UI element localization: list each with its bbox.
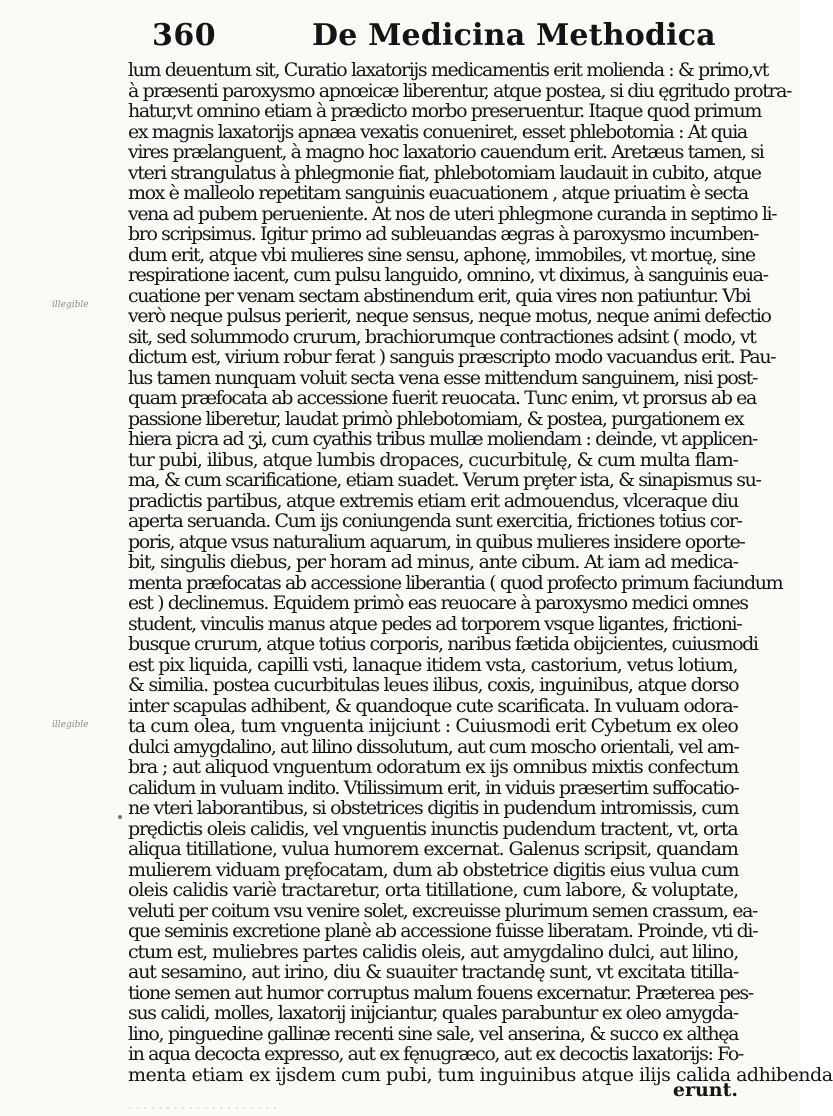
text-line: tione semen aut humor corruptus malum fouens excernatur. Præterea pes-: [128, 981, 753, 1004]
page-number: 360: [152, 18, 217, 53]
body-text: [128, 59, 833, 1086]
text-line: dulci amygdalino, aut lilino dissolutum, aut cum moscho orientali, vel am-: [128, 735, 739, 758]
text-line: bit, singulis diebus, per horam ad minus, ante cibum. At iam ad medica-: [128, 551, 738, 573]
text-line: busque crurum, atque totius corporis, naribus fætida obijcientes, cuiusmodi: [128, 633, 758, 655]
text-line: aut sesamino, aut irino, diu & suauiter tractandę sunt, vt excitata titilla-: [128, 961, 739, 983]
text-line: oleis calidis variè tractaretur, orta titillatione, cum labore, & voluptate,: [128, 879, 739, 901]
text-line: lus tamen nunquam voluit secta vena esse mittendum sanguinem, nisi post-: [128, 366, 758, 389]
text-line: aliqua titillatione, vulua humorem excernat. Galenus scripsit, quandam: [128, 838, 738, 860]
text-line: menta præfocatas ab accessione liberantia ( quod profecto primum faciundum: [128, 571, 783, 594]
text-line: dum erit, atque vbi mulieres sine sensu, aphonę, immobiles, vt mortuę, sine: [128, 243, 755, 266]
text-line: ex magnis laxatorijs apnæa vexatis conueniret, esset phlebotomia : At quia: [128, 120, 747, 143]
catchword: erunt.: [672, 1079, 738, 1101]
margin-note: illegible: [52, 300, 89, 310]
text-line: hiera picra ad ʒi, cum cyathis tribus mullæ moliendam : deinde, vt applicen-: [128, 428, 758, 450]
text-line: ctum est, muliebres partes calidis oleis, aut amygdalino dulci, aut lilino,: [128, 940, 739, 963]
text-line: vena ad pubem perueniente. At nos de uteri phlegmone curanda in septimo li-: [128, 202, 777, 225]
text-line: dictum est, virium robur ferat ) sanguis præscripto modo vacuandus erit. Pau-: [128, 346, 776, 368]
text-line: lino, pinguedine gallinæ recenti sine sale, vel anserina, & succo ex althęa: [128, 1022, 739, 1045]
text-line: quam præfocata ab accessione fuerit reuocata. Tunc enim, vt prorsus ab ea: [128, 387, 756, 409]
text-line: respiratione iacent, cum pulsu languido, omnino, vt diximus, à sanguinis eua-: [128, 264, 768, 286]
text-line: bra ; aut aliquod vnguentum odoratum ex ijs omnibus mixtis confectum: [128, 756, 739, 778]
text-line: ma, & cum scarificatione, etiam suadet. Verum prȩter ista, & sinapismus su-: [128, 469, 761, 491]
text-line: student, vinculis manus atque pedes ad torporem vsque ligantes, frictioni-: [128, 612, 742, 635]
text-line: sus calidi, molles, laxatorij inijciantur, quales parabuntur ex oleo amygda-: [128, 1002, 738, 1024]
text-line: est pix liquida, capilli vsti, lanaque itidem vsta, castorium, vetus lotium,: [128, 653, 738, 676]
text-line: à præsenti paroxysmo apnœicæ liberentur, atque postea, si diu ęgritudo protra-: [128, 79, 792, 102]
text-line: & similia. postea cucurbitulas leues ilibus, coxis, inguinibus, atque dorso: [128, 674, 739, 696]
text-line: prędictis oleis calidis, vel vnguentis inunctis pudendum tractent, vt, orta: [128, 817, 738, 840]
bleed-through-text: · · · · · · · · · · · · · · · · · · · ·: [128, 1101, 277, 1115]
text-line: inter scapulas adhibent, & quandoque cute scarificata. In vuluam odora-: [128, 694, 738, 717]
text-line: hatur,vt omnino etiam à prædicto morbo preseruentur. Itaque quod primum: [128, 100, 761, 122]
text-line: bro scripsimus. Igitur primo ad subleuandas ægras à paroxysmo incumben-: [128, 223, 759, 245]
text-line: in aqua decocta expresso, aut ex fęnugræco, aut ex decoctis laxatorijs: Fo-: [128, 1043, 743, 1065]
text-line: est ) declinemus. Equidem primò eas reuocare à paroxysmo medici omnes: [128, 592, 748, 614]
text-line: sit, sed solummodo crurum, brachiorumque contractiones adsint ( modo, vt: [128, 325, 756, 348]
text-line: que seminis excretione planè ab accessione fuisse liberatam. Proinde, vti di-: [128, 920, 758, 942]
running-title: De Medicina Methodica: [312, 18, 716, 53]
text-line: vires prælanguent, à magno hoc laxatorio cauendum erit. Aretæus tamen, si: [128, 141, 764, 163]
text-line: mox è malleolo repetitam sanguinis euacuationem , atque priuatim è secta: [128, 182, 748, 204]
text-line: calidum in vuluam indito. Vtilissimum erit, in viduis præsertim suffocatio-: [128, 776, 739, 799]
text-line: poris, atque vsus naturalium aquarum, in quibus mulieres insidere oporte-: [128, 530, 745, 553]
text-line: veluti per coitum vsu venire solet, excreuisse plurimum semen crassum, ea-: [128, 899, 758, 922]
text-line: aperta seruanda. Cum ijs coniungenda sunt exercitia, frictiones totius cor-: [128, 510, 742, 532]
text-line: mulierem viduam pręfocatam, dum ab obstetrice digitis eius vulua cum: [128, 858, 739, 881]
page-header: [152, 18, 742, 58]
margin-note: illegible: [52, 720, 89, 730]
text-line: lum deuentum sit, Curatio laxatorijs medicamentis erit molienda : & primo,vt: [128, 59, 769, 81]
text-line: cuatione per venam sectam abstinendum erit, quia vires non patiuntur. Vbi: [128, 284, 751, 307]
text-line: pradictis partibus, atque extremis etiam erit admouendus, vlceraque diu: [128, 489, 738, 512]
text-line: ta cum olea, tum vnguenta inijciunt : Cuiusmodi erit Cybetum ex oleo: [128, 715, 738, 737]
text-line: verò neque pulsus perierit, neque sensus, neque motus, neque animi defectio: [128, 305, 771, 327]
text-line: vteri strangulatus à phlegmonie fiat, phlebotomiam laudauit in cubito, atque: [128, 161, 761, 184]
text-line: ne vteri laborantibus, si obstetrices digitis in pudendum intromissis, cum: [128, 797, 739, 819]
text-line: tur pubi, ilibus, atque lumbis dropaces, cucurbitulę, & cum multa flam-: [128, 448, 739, 471]
text-line: passione liberetur, laudat primò phlebotomiam, & postea, purgationem ex: [128, 407, 744, 430]
ink-mark: [118, 815, 122, 819]
text-line: menta etiam ex ijsdem cum pubi, tum inguinibus atque ilijs calida adhibenda: [128, 1063, 833, 1086]
